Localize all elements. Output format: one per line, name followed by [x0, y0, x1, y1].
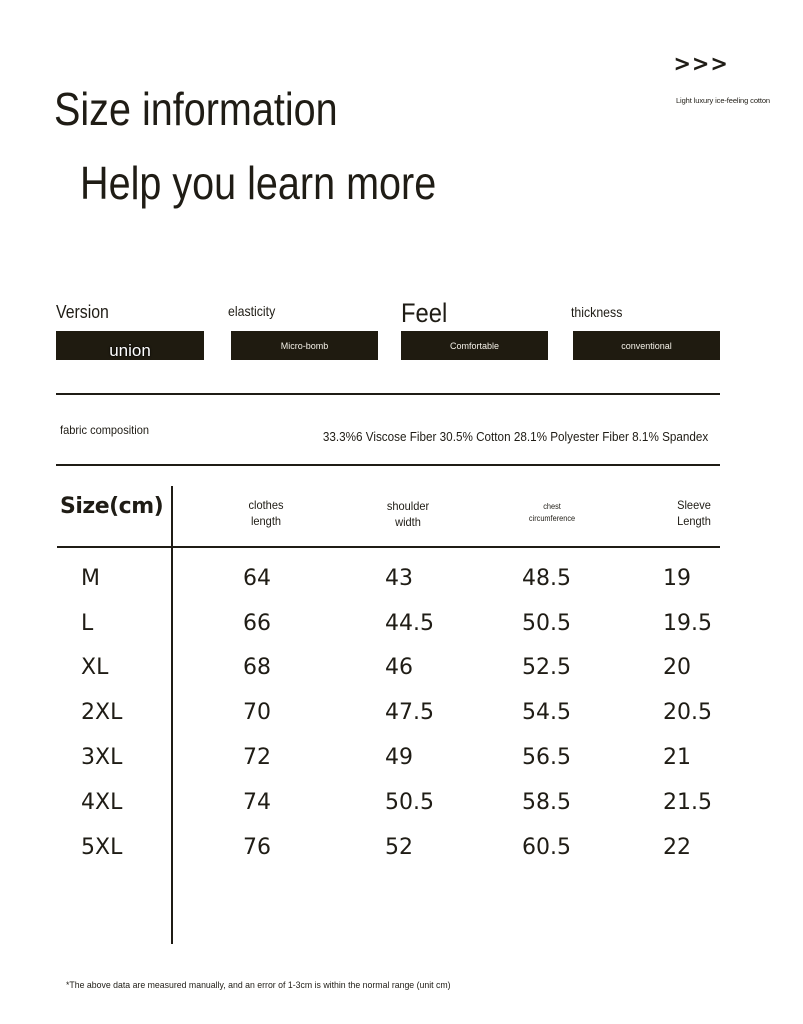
column-header-line1: clothes	[248, 498, 284, 512]
attr-value-thickness: conventional	[573, 331, 720, 360]
attr-label-feel: Feel	[401, 298, 448, 328]
table-header-divider	[57, 546, 720, 548]
chest-circumference-cell: 60.5	[522, 835, 571, 860]
attr-label-thickness: thickness	[571, 304, 623, 320]
chest-circumference-cell: 52.5	[522, 655, 571, 680]
attr-value-elasticity: Micro-bomb	[231, 331, 378, 360]
divider-bottom	[56, 464, 720, 466]
fabric-value: 33.3%6 Viscose Fiber 30.5% Cotton 28.1% Polyester Fiber 8.1% Spandex	[322, 429, 708, 444]
clothes-length-cell: 68	[243, 655, 271, 680]
column-header-line2: length	[250, 514, 282, 528]
table-row	[0, 835, 803, 880]
size-cell: XL	[81, 655, 109, 680]
column-header-line1: chest	[543, 502, 561, 511]
arrows-icon: >>>	[673, 52, 729, 77]
page-title: Size information	[54, 83, 338, 135]
table-row	[0, 745, 803, 790]
size-cell: L	[81, 611, 94, 636]
clothes-length-cell: 70	[243, 700, 271, 725]
table-row	[0, 700, 803, 745]
sleeve-length-cell: 21	[663, 745, 691, 770]
size-cell: 3XL	[81, 745, 123, 770]
column-header-shoulder-width	[362, 498, 454, 530]
table-row	[0, 655, 803, 700]
attr-value-version: union	[56, 331, 204, 360]
divider-top	[56, 393, 720, 395]
fabric-label: fabric composition	[60, 423, 149, 437]
chest-circumference-cell: 54.5	[522, 700, 571, 725]
size-cell: M	[81, 566, 100, 591]
shoulder-width-cell: 49	[385, 745, 413, 770]
table-row	[0, 790, 803, 835]
sleeve-length-cell: 21.5	[663, 790, 712, 815]
attr-label-elasticity: elasticity	[228, 303, 276, 319]
clothes-length-cell: 76	[243, 835, 271, 860]
shoulder-width-cell: 50.5	[385, 790, 434, 815]
attr-label-version: Version	[56, 302, 109, 322]
column-header-line2: circumference	[528, 514, 576, 523]
clothes-length-cell: 64	[243, 566, 271, 591]
size-cell: 2XL	[81, 700, 123, 725]
clothes-length-cell: 66	[243, 611, 271, 636]
sleeve-length-cell: 19.5	[663, 611, 712, 636]
column-header-clothes-length	[220, 497, 312, 529]
footnote: *The above data are measured manually, and an error of 1-3cm is within the normal range (unit cm)	[66, 980, 451, 991]
sleeve-length-cell: 20.5	[663, 700, 712, 725]
sleeve-length-cell: 20	[663, 655, 691, 680]
column-header-chest-circumference	[506, 501, 598, 525]
chest-circumference-cell: 56.5	[522, 745, 571, 770]
clothes-length-cell: 74	[243, 790, 271, 815]
page-subtitle: Help you learn more	[80, 157, 437, 209]
column-header-line2: width	[395, 515, 421, 529]
size-table-title: Size(cm)	[60, 494, 164, 519]
column-header-line1: shoulder	[386, 499, 430, 513]
chest-circumference-cell: 48.5	[522, 566, 571, 591]
clothes-length-cell: 72	[243, 745, 271, 770]
sleeve-length-cell: 19	[663, 566, 691, 591]
shoulder-width-cell: 52	[385, 835, 413, 860]
column-header-sleeve-length	[648, 497, 740, 529]
table-row	[0, 611, 803, 656]
tagline: Light luxury ice-feeling cotton	[675, 96, 771, 105]
table-row	[0, 566, 803, 611]
chest-circumference-cell: 50.5	[522, 611, 571, 636]
attr-value-feel: Comfortable	[401, 331, 548, 360]
column-header-line1: Sleeve	[677, 498, 711, 512]
sleeve-length-cell: 22	[663, 835, 691, 860]
size-cell: 4XL	[81, 790, 123, 815]
chest-circumference-cell: 58.5	[522, 790, 571, 815]
column-header-line2: Length	[677, 514, 711, 528]
shoulder-width-cell: 47.5	[385, 700, 434, 725]
shoulder-width-cell: 44.5	[385, 611, 434, 636]
shoulder-width-cell: 43	[385, 566, 413, 591]
size-cell: 5XL	[81, 835, 123, 860]
shoulder-width-cell: 46	[385, 655, 413, 680]
